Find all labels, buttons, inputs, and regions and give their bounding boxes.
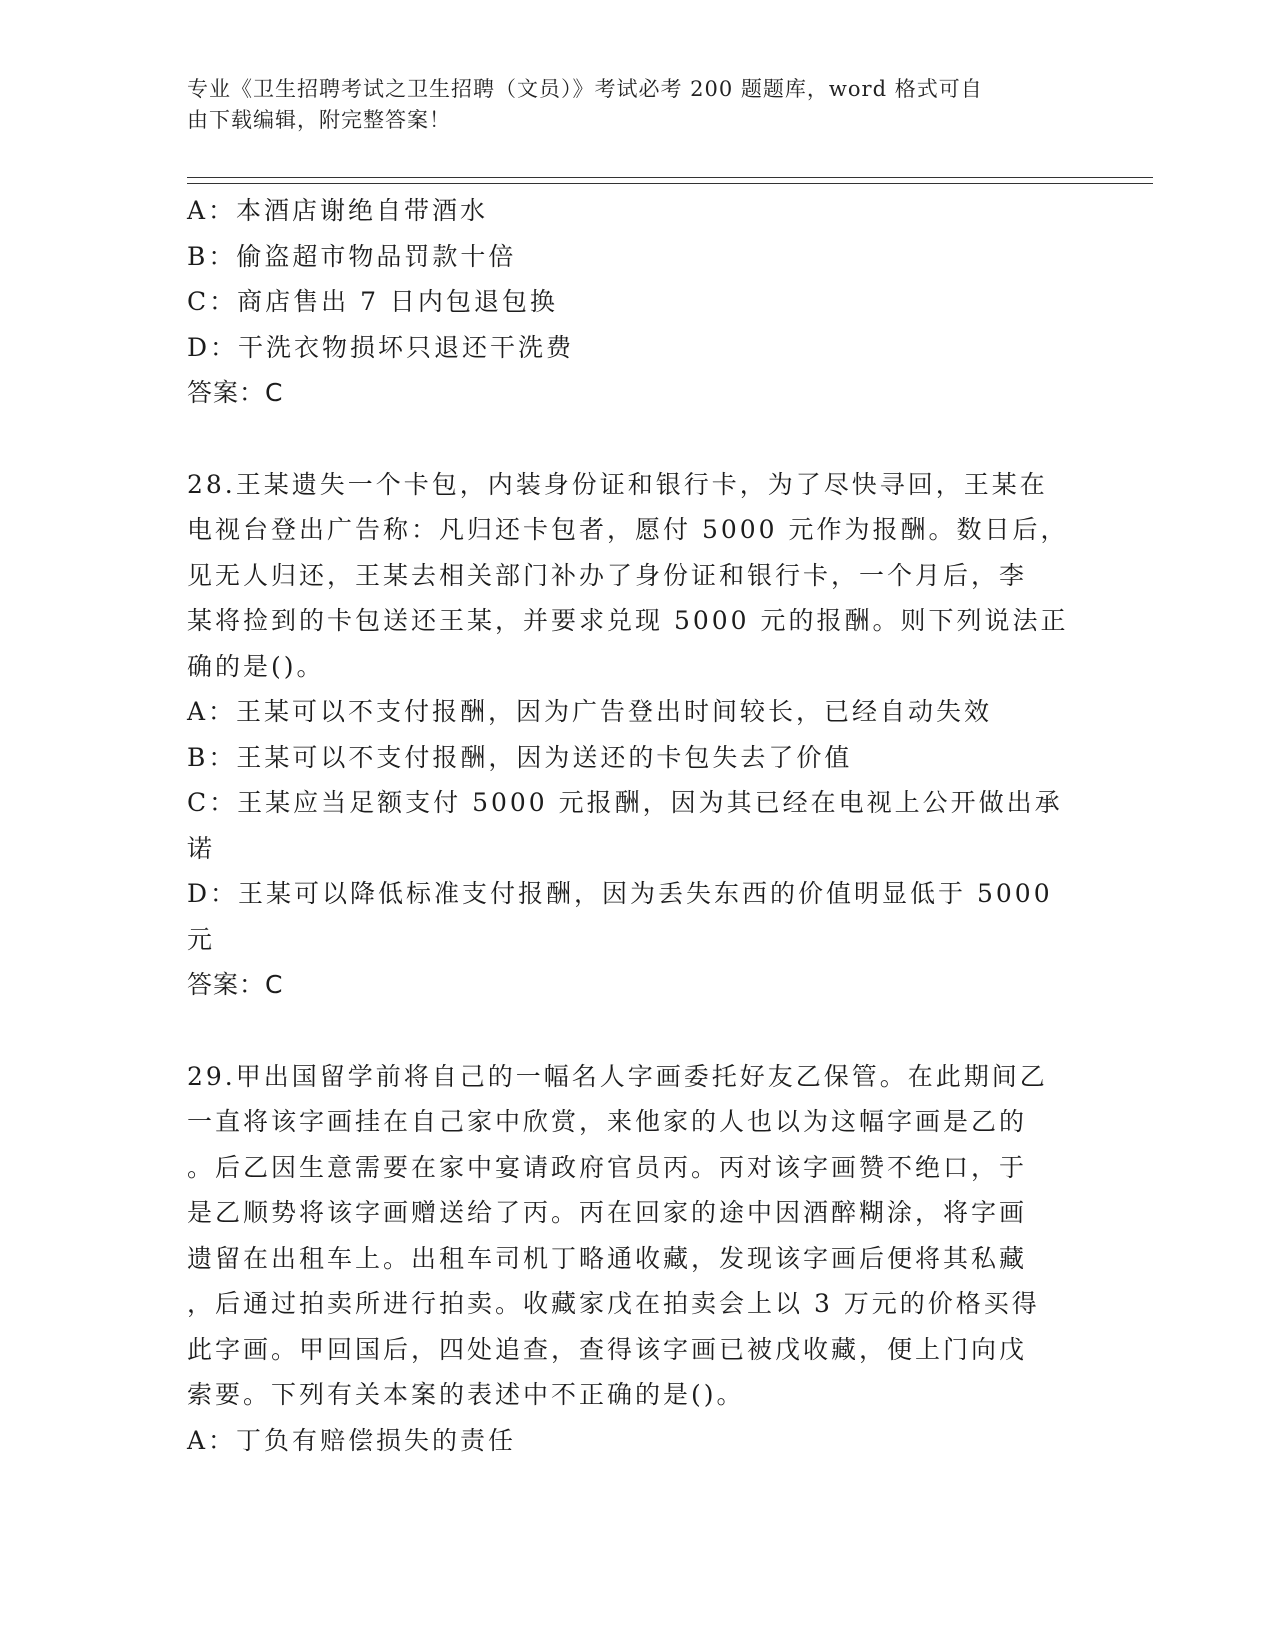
question-stem-line: 见无人归还，王某去相关部门补办了身份证和银行卡，一个月后，李 (187, 560, 1028, 590)
question-27 (187, 188, 1067, 416)
document-header (187, 74, 1067, 136)
spacer (187, 1008, 1067, 1054)
question-stem-line: 是乙顺势将该字画赠送给了丙。丙在回家的途中因酒醉糊涂，将字画 (187, 1198, 1028, 1227)
question-stem-line: 此字画。甲回国后，四处追查，查得该字画已被戊收藏，便上门向戊 (187, 1334, 1028, 1364)
option-a: A：本酒店谢绝自带酒水 (187, 196, 489, 225)
option-b: B：偷盗超市物品罚款十倍 (187, 241, 517, 271)
option-b: B：王某可以不支付报酬，因为送还的卡包失去了价值 (187, 742, 853, 772)
question-stem-line: 遗留在出租车上。出租车司机丁略通收藏，发现该字画后便将其私藏 (187, 1243, 1028, 1273)
header-divider-top (187, 177, 1153, 178)
question-stem-line: 确的是()。 (187, 651, 325, 681)
spacer (187, 416, 1067, 462)
answer: 答案：C (187, 378, 284, 407)
option-c: C：王某应当足额支付 5000 元报酬，因为其已经在电视上公开做出承 (187, 788, 1063, 817)
question-stem-line: 29.甲出国留学前将自己的一幅名人字画委托好友乙保管。在此期间乙 (187, 1061, 1048, 1091)
answer: 答案：C (187, 970, 284, 999)
question-stem-line: 索要。下列有关本案的表述中不正确的是()。 (187, 1380, 745, 1409)
option-c-continued: 诺 (187, 833, 216, 863)
question-stem-line: 一直将该字画挂在自己家中欣赏，来他家的人也以为这幅字画是乙的 (187, 1107, 1028, 1136)
option-c: C：商店售出 7 日内包退包换 (187, 287, 558, 316)
question-28 (187, 462, 1067, 1008)
question-29 (187, 1054, 1067, 1464)
header-line-1: 专业《卫生招聘考试之卫生招聘（文员）》考试必考 200 题题库，word 格式可自 (187, 77, 983, 101)
question-stem-line: ，后通过拍卖所进行拍卖。收藏家戊在拍卖会上以 3 万元的价格买得 (187, 1289, 1040, 1318)
option-a: A：丁负有赔偿损失的责任 (187, 1425, 517, 1455)
header-line-2: 由下载编辑，附完整答案！ (187, 108, 451, 132)
option-d: D：王某可以降低标准支付报酬，因为丢失东西的价值明显低于 5000 (187, 879, 1053, 908)
option-d-continued: 元 (187, 924, 216, 954)
option-a: A：王某可以不支付报酬，因为广告登出时间较长，已经自动失效 (187, 697, 993, 726)
question-stem-line: 某将捡到的卡包送还王某，并要求兑现 5000 元的报酬。则下列说法正 (187, 606, 1069, 635)
option-d: D：干洗衣物损坏只退还干洗费 (187, 332, 575, 362)
question-stem-line: 。后乙因生意需要在家中宴请政府官员丙。丙对该字画赞不绝口，于 (187, 1152, 1028, 1182)
question-stem-line: 电视台登出广告称：凡归还卡包者，愿付 5000 元作为报酬。数日后， (187, 515, 1069, 544)
question-stem-line: 28.王某遗失一个卡包，内装身份证和银行卡，为了尽快寻回，王某在 (187, 469, 1048, 499)
header-divider-bottom (187, 183, 1153, 184)
document-body (187, 188, 1067, 1463)
